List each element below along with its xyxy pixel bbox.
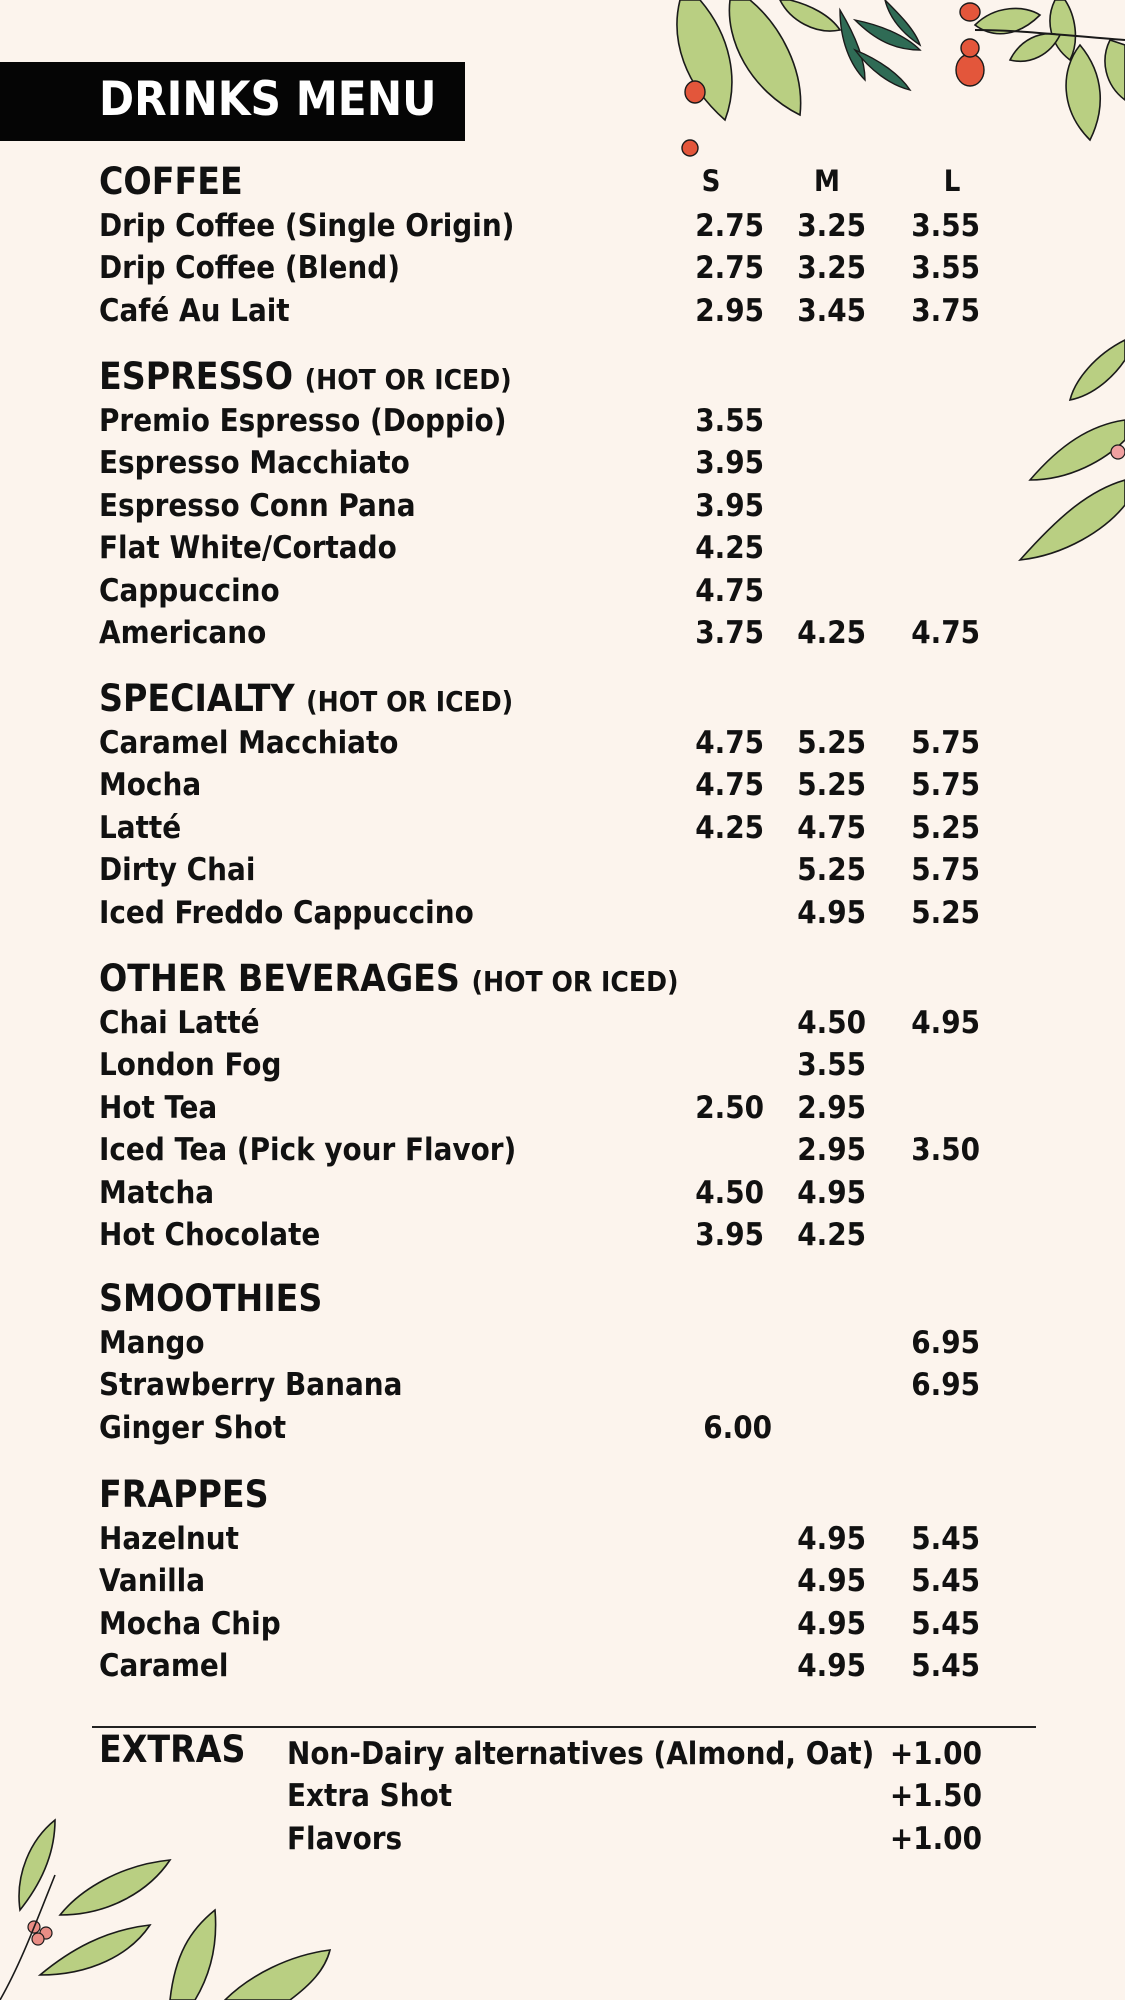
section-heading-coffee bbox=[99, 160, 243, 203]
price-m: 3.25 bbox=[797, 250, 866, 287]
price-s: 2.95 bbox=[695, 292, 764, 329]
price-s: 2.50 bbox=[695, 1089, 764, 1126]
title-bar bbox=[0, 62, 465, 141]
price-m: 4.25 bbox=[797, 1217, 866, 1253]
price-s: 6.00 bbox=[703, 1409, 772, 1446]
price-s: 4.75 bbox=[695, 725, 764, 761]
price-l: 5.45 bbox=[911, 1521, 980, 1557]
item-name: Premio Espresso (Doppio) bbox=[99, 403, 507, 439]
item-name: Iced Freddo Cappuccino bbox=[99, 894, 474, 931]
item-name: Mocha bbox=[99, 767, 202, 804]
menu-item-row bbox=[0, 1563, 1125, 1605]
price-m: 5.25 bbox=[797, 767, 866, 804]
item-name: Hazelnut bbox=[99, 1521, 239, 1557]
menu-item-row bbox=[0, 488, 1125, 530]
size-header-large: L bbox=[943, 164, 961, 198]
menu-item-row bbox=[0, 293, 1125, 335]
price-m: 4.95 bbox=[797, 1521, 866, 1557]
price-l: 5.45 bbox=[911, 1563, 980, 1600]
extra-price: +1.00 bbox=[889, 1820, 982, 1857]
menu-item-row bbox=[0, 1090, 1125, 1132]
price-l: 5.75 bbox=[911, 725, 980, 761]
price-l: 4.95 bbox=[911, 1005, 980, 1041]
price-m: 2.95 bbox=[797, 1089, 866, 1126]
item-name: Hot Tea bbox=[99, 1089, 218, 1126]
price-s: 3.55 bbox=[695, 403, 764, 439]
item-name: Mocha Chip bbox=[99, 1605, 281, 1642]
price-m: 4.95 bbox=[797, 894, 866, 931]
section-note: (HOT OR ICED) bbox=[304, 363, 512, 396]
menu-item-row bbox=[0, 1521, 1125, 1563]
extra-name: Flavors bbox=[287, 1820, 403, 1857]
price-l: 6.95 bbox=[911, 1367, 980, 1404]
menu-item-row bbox=[0, 1367, 1125, 1409]
price-s: 3.95 bbox=[695, 445, 764, 482]
item-name: Cappuccino bbox=[99, 572, 280, 609]
section-note: (HOT OR ICED) bbox=[306, 685, 514, 718]
price-l: 3.75 bbox=[911, 292, 980, 329]
price-l: 5.75 bbox=[911, 852, 980, 889]
menu-item-row bbox=[0, 1005, 1125, 1047]
section-title: OTHER BEVERAGES bbox=[99, 957, 460, 1000]
item-name: Caramel bbox=[99, 1648, 229, 1685]
price-m: 4.95 bbox=[797, 1563, 866, 1600]
menu-item-row bbox=[0, 1217, 1125, 1259]
menu-item-row bbox=[0, 573, 1125, 615]
menu-item-row bbox=[0, 1325, 1125, 1367]
price-m: 3.55 bbox=[797, 1047, 866, 1084]
menu-item-row bbox=[0, 445, 1125, 487]
section-heading-specialty bbox=[99, 677, 513, 720]
leaf-decoration-top-right-icon bbox=[640, 0, 1125, 170]
extra-item-row bbox=[0, 1736, 1125, 1778]
item-name: Espresso Conn Pana bbox=[99, 487, 416, 524]
section-title: COFFEE bbox=[99, 160, 243, 203]
menu-item-row bbox=[0, 1047, 1125, 1089]
item-name: Vanilla bbox=[99, 1563, 206, 1600]
section-heading-espresso bbox=[99, 355, 512, 398]
section-heading-frappes bbox=[99, 1473, 269, 1516]
price-s: 4.25 bbox=[695, 530, 764, 567]
item-name: Americano bbox=[99, 615, 267, 651]
item-name: Ginger Shot bbox=[99, 1409, 287, 1446]
item-name: Matcha bbox=[99, 1174, 215, 1211]
size-header-medium: M bbox=[814, 164, 840, 198]
price-m: 4.95 bbox=[797, 1648, 866, 1685]
extra-name: Extra Shot bbox=[287, 1778, 453, 1815]
price-l: 4.75 bbox=[911, 615, 980, 651]
price-m: 3.25 bbox=[797, 208, 866, 244]
price-s: 3.95 bbox=[695, 487, 764, 524]
item-name: Drip Coffee (Single Origin) bbox=[99, 208, 515, 244]
menu-title: DRINKS MENU bbox=[99, 72, 437, 127]
extra-price: +1.50 bbox=[889, 1778, 982, 1815]
price-m: 4.95 bbox=[797, 1174, 866, 1211]
price-m: 4.50 bbox=[797, 1005, 866, 1041]
menu-item-row bbox=[0, 615, 1125, 657]
price-l: 3.55 bbox=[911, 250, 980, 287]
price-l: 5.45 bbox=[911, 1648, 980, 1685]
price-s: 3.95 bbox=[695, 1217, 764, 1253]
menu-item-row bbox=[0, 1410, 1125, 1452]
menu-item-row bbox=[0, 208, 1125, 250]
menu-item-row bbox=[0, 1132, 1125, 1174]
extra-item-row bbox=[0, 1821, 1125, 1863]
price-m: 4.25 bbox=[797, 615, 866, 651]
item-name: Espresso Macchiato bbox=[99, 445, 410, 482]
price-m: 4.75 bbox=[797, 809, 866, 846]
price-s: 4.25 bbox=[695, 809, 764, 846]
price-m: 2.95 bbox=[797, 1132, 866, 1169]
item-name: Café Au Lait bbox=[99, 292, 290, 329]
extra-name: Non-Dairy alternatives (Almond, Oat) bbox=[287, 1736, 875, 1772]
menu-item-row bbox=[0, 250, 1125, 292]
menu-item-row bbox=[0, 403, 1125, 445]
section-note: (HOT OR ICED) bbox=[471, 965, 679, 998]
item-name: Latté bbox=[99, 809, 182, 846]
extra-item-row bbox=[0, 1778, 1125, 1820]
item-name: Flat White/Cortado bbox=[99, 530, 397, 567]
item-name: Hot Chocolate bbox=[99, 1217, 321, 1253]
menu-item-row bbox=[0, 1175, 1125, 1217]
section-title: FRAPPES bbox=[99, 1473, 269, 1516]
price-s: 4.50 bbox=[695, 1174, 764, 1211]
item-name: Dirty Chai bbox=[99, 852, 256, 889]
section-heading-smoothies bbox=[99, 1277, 322, 1320]
price-m: 5.25 bbox=[797, 852, 866, 889]
price-s: 2.75 bbox=[695, 208, 764, 244]
menu-item-row bbox=[0, 895, 1125, 937]
price-m: 3.45 bbox=[797, 292, 866, 329]
price-m: 5.25 bbox=[797, 725, 866, 761]
item-name: Drip Coffee (Blend) bbox=[99, 250, 400, 287]
size-header-small: S bbox=[701, 164, 721, 198]
price-s: 4.75 bbox=[695, 572, 764, 609]
menu-item-row bbox=[0, 1606, 1125, 1648]
item-name: London Fog bbox=[99, 1047, 282, 1084]
price-s: 2.75 bbox=[695, 250, 764, 287]
price-l: 6.95 bbox=[911, 1325, 980, 1361]
menu-item-row bbox=[0, 767, 1125, 809]
price-s: 4.75 bbox=[695, 767, 764, 804]
menu-item-row bbox=[0, 530, 1125, 572]
menu-item-row bbox=[0, 1648, 1125, 1690]
price-l: 5.75 bbox=[911, 767, 980, 804]
menu-item-row bbox=[0, 725, 1125, 767]
extra-price: +1.00 bbox=[889, 1736, 982, 1772]
price-l: 5.45 bbox=[911, 1605, 980, 1642]
price-m: 4.95 bbox=[797, 1605, 866, 1642]
price-l: 5.25 bbox=[911, 894, 980, 931]
item-name: Chai Latté bbox=[99, 1005, 260, 1041]
menu-item-row bbox=[0, 852, 1125, 894]
price-l: 5.25 bbox=[911, 809, 980, 846]
price-l: 3.50 bbox=[911, 1132, 980, 1169]
section-heading-other bbox=[99, 957, 679, 1000]
extras-heading: EXTRAS bbox=[99, 1728, 246, 1771]
section-title: SPECIALTY bbox=[99, 677, 295, 720]
item-name: Mango bbox=[99, 1325, 205, 1361]
price-l: 3.55 bbox=[911, 208, 980, 244]
item-name: Strawberry Banana bbox=[99, 1367, 403, 1404]
price-s: 3.75 bbox=[695, 615, 764, 651]
section-title: SMOOTHIES bbox=[99, 1277, 323, 1320]
menu-item-row bbox=[0, 810, 1125, 852]
section-title: ESPRESSO bbox=[99, 355, 294, 398]
item-name: Caramel Macchiato bbox=[99, 725, 399, 761]
item-name: Iced Tea (Pick your Flavor) bbox=[99, 1132, 517, 1169]
